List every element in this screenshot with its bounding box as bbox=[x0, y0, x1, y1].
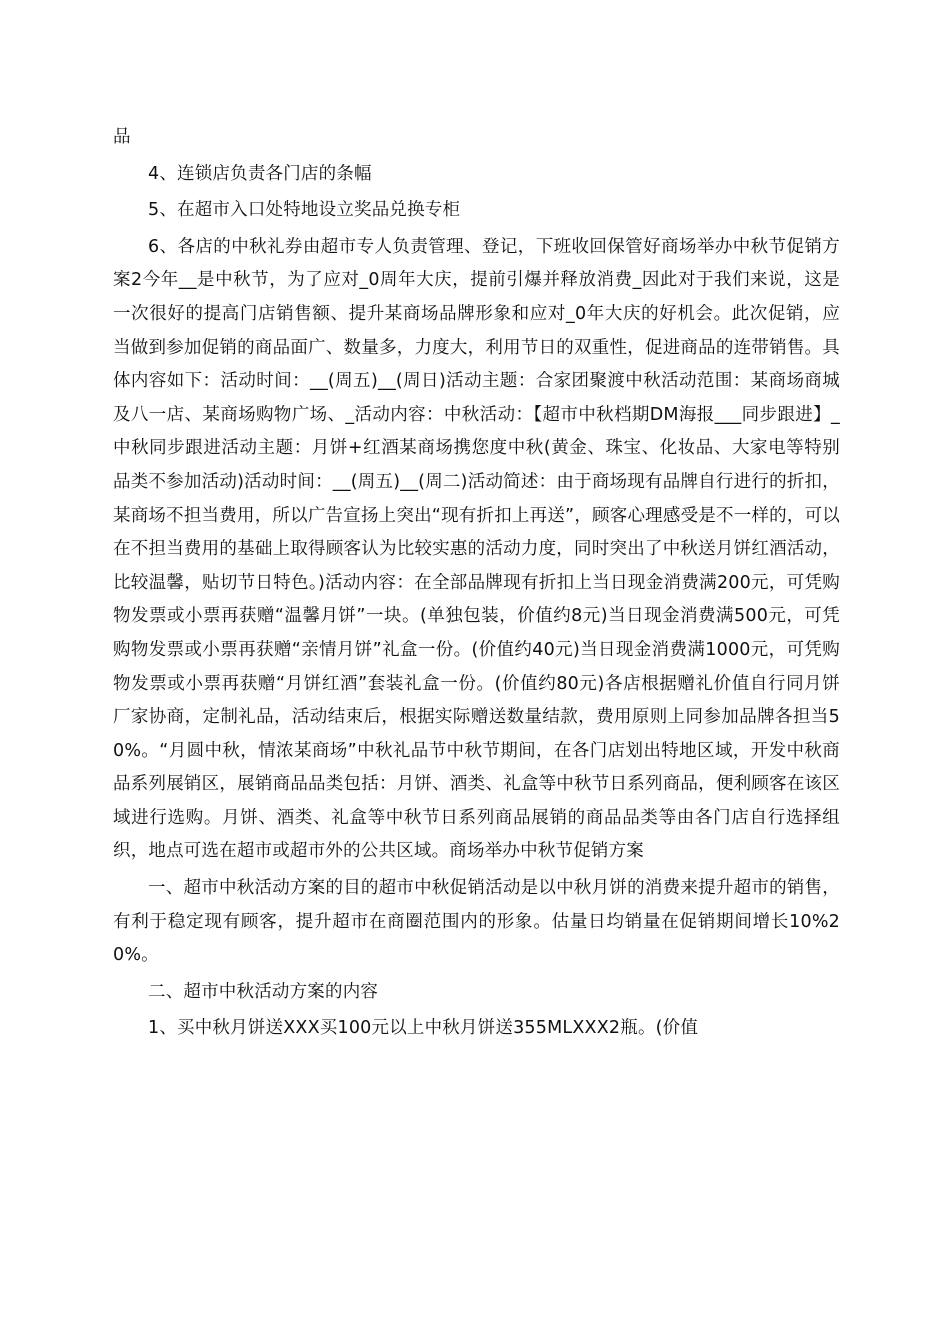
paragraph-item-4: 4、连锁店负责各门店的条幅 bbox=[148, 163, 372, 184]
paragraph-continuation: 品 bbox=[113, 127, 131, 147]
paragraph-section-2-item-1: 1、买中秋月饼送XXX买100元以上中秋月饼送355MLXXX2瓶。(价值 bbox=[148, 1018, 699, 1039]
paragraph-section-2-heading: 二、超市中秋活动方案的内容 bbox=[148, 981, 379, 1002]
document-body bbox=[113, 121, 840, 1046]
paragraph-item-5: 5、在超市入口处特地设立奖品兑换专柜 bbox=[148, 200, 461, 221]
paragraph-section-1: 一、超市中秋活动方案的目的超市中秋促销活动是以中秋月饼的消费来提升超市的销售，有利于稳定现有顾客，提升超市在商圈范围内的形象。估量日均销量在促销期间增长10%20%。 bbox=[113, 878, 840, 966]
paragraph-item-6: 6、各店的中秋礼券由超市专人负责管理、登记，下班收回保管好商场举办中秋节促销方案2今年__是中秋节，为了应对_0周年大庆，提前引爆并释放消费_因此对于我们来说，这是一次很好的提高门店销售额、提升某商场品牌形象和应对_0年大庆的好机会。此次促销，应当做到参加促销的商品面广、数量多，力度大，利用节日的双重性，促进商品的连带销售。具体内容如下：活动时间：__(周五)__(周日)活动主题：合家团聚渡中秋活动范围：某商场商城及八一店、某商场购物广场、_活动内容：中秋活动：【超市中秋档期DM海报___同步跟进】_中秋同步跟进活动主题：月饼+红酒某商场携您度中秋(黄金、珠宝、化妆品、大家电等特别品类不参加活动)活动时间：__(周五)__(周二)活动简述：由于商场现有品牌自行进行的折扣，某商场不担当费用，所以广告宣扬上突出“现有折扣上再送”，顾客心理感受是不一样的，可以在不担当费用的基础上取得顾客认为比较实惠的活动力度，同时突出了中秋送月饼红酒活动，比较温馨，贴切节日特色。)活动内容：在全部品牌现有折扣上当日现金消费满200元，可凭购物发票或小票再获赠“温馨月饼”一块。(单独包装，价值约8元)当日现金消费满500元，可凭购物发票或小票再获赠“亲情月饼”礼盒一份。(价值约40元)当日现金消费满1000元，可凭购物发票或小票再获赠“月饼红酒”套装礼盒一份。(价值约80元)各店根据赠礼价值自行同月饼厂家协商，定制礼品，活动结束后，根据实际赠送数量结款，费用原则上同参加品牌各担当50%。“月圆中秋，情浓某商场”中秋礼品节中秋节期间，在各门店划出特地区域，开发中秋商品系列展销区，展销商品品类包括：月饼、酒类、礼盒等中秋节日系列商品，便利顾客在该区域进行选购。月饼、酒类、礼盒等中秋节日系列商品展销的商品品类等由各门店自行选择组织，地点可选在超市或超市外的公共区域。商场举办中秋节促销方案 bbox=[113, 236, 840, 862]
